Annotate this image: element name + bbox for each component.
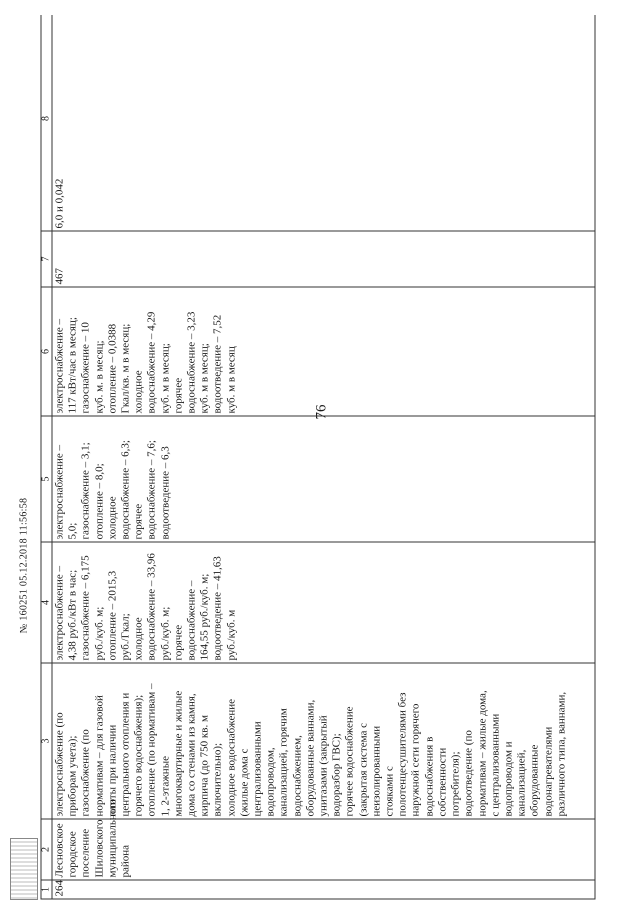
footer-registration: [8, 130, 40, 900]
cell-line: газоснабжение – 10: [79, 322, 92, 414]
municipality-cell: [52, 798, 595, 880]
cell-line: электроснабжение –: [53, 444, 66, 540]
header-col-8: 8: [41, 15, 52, 231]
barcode-stamp-icon: [10, 838, 38, 900]
cell-line: 4,38 руб./кВт в час;: [66, 569, 79, 661]
consumption-norms-cell: [52, 287, 595, 416]
cell-line: водоотведение – 7,52: [211, 314, 224, 414]
services-description-cell: [52, 663, 595, 819]
cell-line: включительно);: [211, 742, 224, 817]
cell-line: водоснабжение – 4,29: [145, 311, 158, 414]
cell-line: нормативам – жилые дома,: [476, 690, 488, 817]
header-col-7: 7: [41, 231, 52, 287]
cell-line: водоснабжение – 7,6;: [145, 440, 158, 540]
cell-line: горячего водоснабжения);: [132, 694, 145, 817]
cell-line: холодное: [132, 370, 145, 414]
cell-line: водоснабжения в: [423, 736, 436, 817]
cell-line: Лесновское: [53, 823, 66, 878]
cell-line: поселение: [79, 828, 92, 878]
cell-line: водоразбор ГВС);: [330, 733, 343, 817]
cell-line: нормативам – для газовой: [93, 695, 106, 817]
cell-line: многоквартирные и жилые: [172, 690, 185, 817]
cell-line: неизолированными: [370, 725, 383, 817]
cell-line: оборудованные ваннами,: [304, 699, 317, 817]
cell-line: газоснабжение – 6,175: [79, 555, 92, 661]
cell-line: (жилые дома с: [238, 748, 251, 817]
cell-line: потребителя);: [449, 751, 462, 817]
header-col-1: 1: [41, 880, 52, 899]
cell-line: газоснабжение (по: [79, 729, 92, 817]
cell-line: кирпича (до 750 кв. м: [198, 715, 211, 817]
cell-line: куб. м в месяц;: [159, 343, 172, 414]
cell-line: электроснабжение –: [53, 565, 66, 661]
cell-line: руб./куб. м;: [93, 606, 106, 661]
rotated-table-area: [40, 15, 600, 900]
row-number: 264: [52, 880, 595, 899]
cell-line: 1, 2-этажные: [159, 756, 172, 817]
cell-line: оборудованные: [528, 744, 541, 817]
cell-line: отопление – 0,0388: [106, 323, 119, 414]
cell-line: электроснабжение –: [53, 318, 66, 414]
cell-line: водоснабжением,: [291, 735, 304, 817]
volumes-cell: [52, 416, 595, 542]
cell-line: холодное: [132, 617, 145, 661]
cell-line: отопление – 8,0;: [93, 463, 106, 540]
cell-line: горячее водоснабжение: [343, 706, 356, 817]
table-header-row: [41, 15, 52, 899]
cell-line: плиты при наличии: [106, 724, 119, 817]
cell-line: горячее: [172, 377, 185, 414]
cell-line: водопроводом,: [264, 747, 277, 817]
cell-line: водоснабжение –: [185, 580, 198, 661]
cell-line: отопление – 2015,3: [106, 570, 119, 661]
cell-line: водоотведение – 41,63: [211, 556, 224, 661]
cell-line: канализацией,: [515, 749, 528, 817]
header-col-5: 5: [41, 416, 52, 542]
header-col-4: 4: [41, 542, 52, 663]
cell-line: 164,55 руб./куб. м;: [198, 573, 211, 661]
cell-line: 117 кВт/час в месяц;: [66, 317, 79, 414]
cell-line: горячее: [172, 624, 185, 661]
cell-line: собственности: [436, 747, 449, 817]
cell-line: района: [119, 844, 132, 878]
cell-line: холодное водоснабжение: [225, 699, 238, 817]
registration-stamp-text: № 160251 05.12.2018 11:56:58: [18, 497, 30, 634]
cell-line: водоснабжение – 6,3;: [119, 440, 132, 540]
cell-line: руб./Гкал;: [119, 613, 132, 661]
cell-line: центрального отопления и: [119, 692, 132, 817]
cell-line: газоснабжение – 3,1;: [79, 442, 92, 540]
cell-line: различного типа, ваннами,: [555, 691, 568, 817]
cell-line: куб. м в месяц;: [198, 343, 211, 414]
cell-line: водопроводом и: [502, 741, 515, 817]
cell-line: 5,0;: [66, 522, 79, 540]
cell-line: водоотведение – 6,3: [159, 446, 172, 540]
cell-line: водоснабжение – 33,96: [145, 553, 158, 661]
cell-line: отопление (по нормативам –: [145, 683, 158, 817]
cell-line: централизованными: [251, 721, 264, 817]
cell-line: канализацией, горячим: [277, 708, 290, 817]
cell-line: куб. м в месяц: [225, 346, 238, 414]
cell-line: городское: [66, 831, 79, 878]
page-number: 76: [313, 404, 330, 420]
cell-line: куб. м. в месяц;: [93, 340, 106, 414]
cell-line: приборам учета);: [66, 735, 79, 817]
cell-line: водоснабжение – 3,23: [185, 311, 198, 414]
cell-line: (закрытая система с: [357, 723, 370, 817]
cell-line: водонагревателями: [542, 726, 555, 817]
cell-line: Гкал/кв. м в месяц;: [119, 323, 132, 414]
cell-line: руб./куб. м;: [159, 606, 172, 661]
cell-line: стояками с: [383, 766, 396, 817]
cell-line: водоотведение (по: [462, 730, 475, 817]
table-row: [52, 15, 595, 899]
cell-line: электроснабжение (по: [53, 712, 66, 817]
cell-line: полотенцесушителями без: [396, 692, 409, 817]
cell-line: Шиловского: [93, 819, 106, 878]
cell-line: наружной сети горячего: [409, 703, 422, 817]
header-col-2: 2: [41, 819, 52, 880]
header-col-6: 6: [41, 287, 52, 416]
cell-line: муниципального: [106, 798, 119, 878]
cell-line: горячее: [132, 503, 145, 540]
tariffs-cell: [52, 542, 595, 663]
col8-value: 6,0 и 0,042: [52, 15, 595, 231]
tariff-table: [41, 15, 601, 900]
cell-line: дома со стенами из камня,: [185, 693, 198, 817]
cell-line: руб./куб. м: [225, 609, 238, 661]
header-col-3: 3: [41, 663, 52, 819]
cell-line: унитазами (закрытый: [317, 715, 330, 817]
col7-value: 467: [52, 231, 595, 287]
cell-line: с централизованными: [489, 713, 502, 817]
cell-line: холодное: [106, 496, 119, 540]
